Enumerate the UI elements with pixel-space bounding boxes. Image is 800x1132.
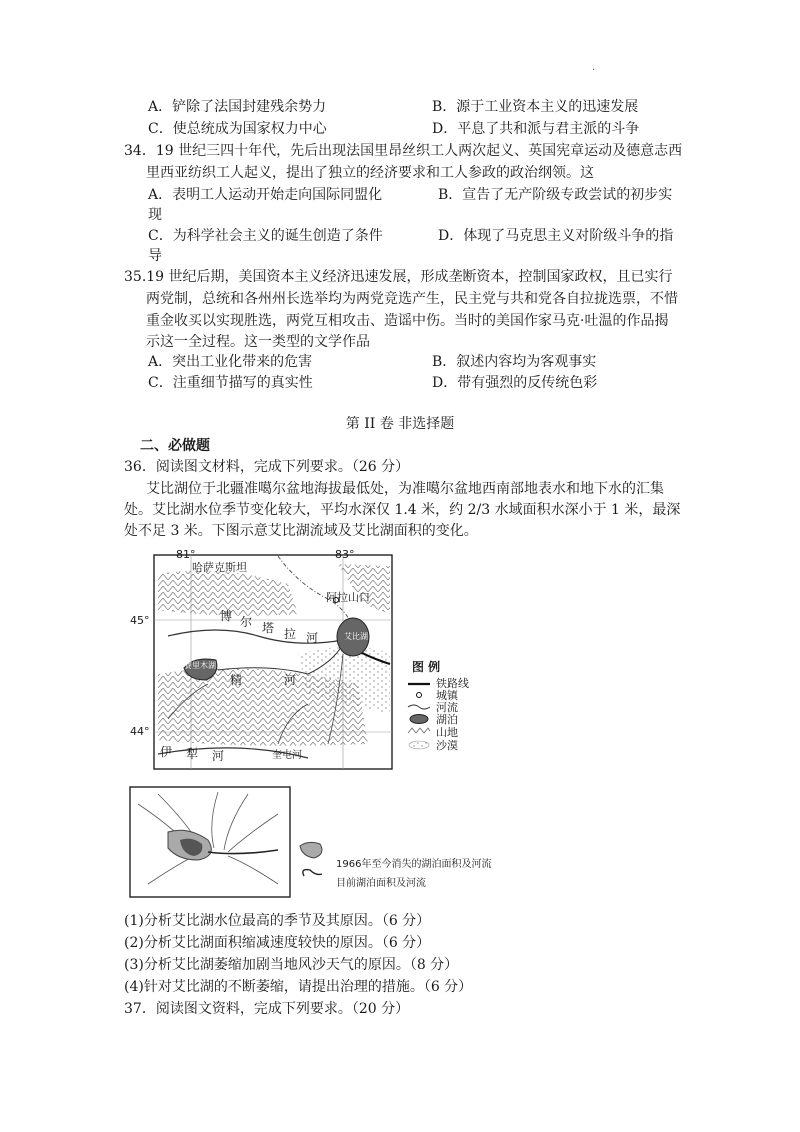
q36-sub1: (1)分析艾比湖水位最高的季节及其原因。（6 分） xyxy=(124,913,431,929)
q35-stem-line2: 两党制，总统和各州州长选举均为两党竞选产生，民主党与共和党各自拉拢选票，不惜 xyxy=(146,291,678,307)
section-title: 第 II 卷 非选择题 xyxy=(345,416,455,432)
map1-river-yili-1: 伊 xyxy=(160,745,173,759)
map1-river-bo-5: 河 xyxy=(306,631,319,645)
q35-option-a: A．突出工业化带来的危害 xyxy=(148,354,313,370)
map1-label-alashankou: 阿拉山口 xyxy=(326,591,370,604)
corner-mark: . xyxy=(592,62,596,73)
map2-legend-current: 目前湖泊面积及河流 xyxy=(336,878,426,889)
q35-option-c: C．注重细节描写的真实性 xyxy=(148,375,313,391)
map2-legend-vanished: 1966年至今消失的湖泊面积及河流 xyxy=(336,859,492,870)
map1-lon-81: 81° xyxy=(176,548,196,561)
map1-legend-lake: 湖泊 xyxy=(436,713,458,726)
q34-option-a: A．表明工人运动开始走向国际同盟化 xyxy=(148,187,383,203)
map1-lat-44: 44° xyxy=(130,725,150,738)
q34-option-d-cont: 导 xyxy=(148,248,162,264)
q34-option-b-cont: 现 xyxy=(148,207,162,223)
map1-legend-river: 河流 xyxy=(436,701,458,714)
q35-option-d: D．带有强烈的反传统色彩 xyxy=(432,375,598,391)
q33-option-b: B．源于工业资本主义的迅速发展 xyxy=(432,99,639,115)
map1-river-bo-2: 尔 xyxy=(240,615,253,629)
q36-material-line1: 艾比湖位于北疆准噶尔盆地海拔最低处，为准噶尔盆地西南部地表水和地下水的汇集 xyxy=(146,481,664,497)
q36-sub4: (4)针对艾比湖的不断萎缩，请提出治理的措施。（6 分） xyxy=(124,979,473,995)
q33-option-c: C．使总统成为国家权力中心 xyxy=(148,121,327,137)
map1-river-bo-3: 塔 xyxy=(262,621,275,635)
q34-stem-line1: 34．19 世纪三四十年代，先后出现法国里昂丝织工人两次起义、英国宪章运动及德意志西 xyxy=(124,143,683,159)
q35-option-b: B．叙述内容均为客观事实 xyxy=(432,354,597,370)
map1-label-sayram: 赛里木湖 xyxy=(184,661,216,670)
q36-sub3: (3)分析艾比湖萎缩加剧当地风沙天气的原因。（8 分） xyxy=(124,957,459,973)
map1-river-kuitun: 奎屯河 xyxy=(272,750,302,761)
q33-option-a: A．铲除了法国封建残余势力 xyxy=(148,99,327,115)
map1-river-yili-3: 河 xyxy=(212,749,225,763)
subsection-title: 二、必做题 xyxy=(140,438,210,454)
q36-stem: 36．阅读图文材料，完成下列要求。（26 分） xyxy=(124,459,410,475)
map1-lon-83: 83° xyxy=(335,548,355,561)
map1-river-jing-2: 河 xyxy=(284,673,297,687)
map1-legend-mountain: 山地 xyxy=(436,726,458,739)
q35-stem-line4: 示这一全过程。这一类型的文学作品 xyxy=(146,334,370,350)
lake-shrinkage-map xyxy=(128,784,508,902)
map1-legend-railway: 铁路线 xyxy=(436,677,469,690)
map1-river-yili-2: 犁 xyxy=(186,747,199,761)
q34-option-d: D．体现了马克思主义对阶级斗争的指 xyxy=(438,228,674,244)
map1-legend-title: 图 例 xyxy=(412,660,441,674)
map1-legend-symbols xyxy=(404,678,434,754)
map1-river-jing-1: 精 xyxy=(230,673,243,687)
map1-label-kazakhstan: 哈萨克斯坦 xyxy=(192,561,247,574)
q36-material-line3: 处不足 3 米。下图示意艾比湖流域及艾比湖面积的变化。 xyxy=(124,523,478,539)
map1-river-bo-1: 博 xyxy=(220,609,233,623)
map1-legend-town: 城镇 xyxy=(436,689,458,702)
map1-legend-desert: 沙漠 xyxy=(436,739,458,752)
q37-stem: 37．阅读图文资料，完成下列要求。（20 分） xyxy=(124,1001,410,1017)
q34-stem-line2: 里西亚纺织工人起义，提出了独立的经济要求和工人参政的政治纲领。这 xyxy=(146,165,594,181)
q34-option-b: B．宣告了无产阶级专政尝试的初步实 xyxy=(438,187,673,203)
map1-river-bo-4: 拉 xyxy=(284,627,297,641)
map1-label-ebinur: 艾比湖 xyxy=(344,632,368,641)
q35-stem-line1: 35.19 世纪后期，美国资本主义经济迅速发展，形成垄断资本，控制国家政权，且已实行 xyxy=(124,269,673,285)
q34-option-c: C．为科学社会主义的诞生创造了条件 xyxy=(148,228,383,244)
q36-material-line2: 处。艾比湖水位季节变化较大，平均水深仅 1.4 米，约 2/3 水域面积水深小于 1 米，最深 xyxy=(124,502,681,518)
map1-lat-45: 45° xyxy=(130,614,150,627)
q35-stem-line3: 重金收买以实现胜选，两党互相攻击、造谣中伤。当时的美国作家马克·吐温的作品揭 xyxy=(146,313,669,329)
q36-sub2: (2)分析艾比湖面积缩减速度较快的原因。（6 分） xyxy=(124,935,431,951)
q33-option-d: D．平息了共和派与君主派的斗争 xyxy=(432,121,640,137)
